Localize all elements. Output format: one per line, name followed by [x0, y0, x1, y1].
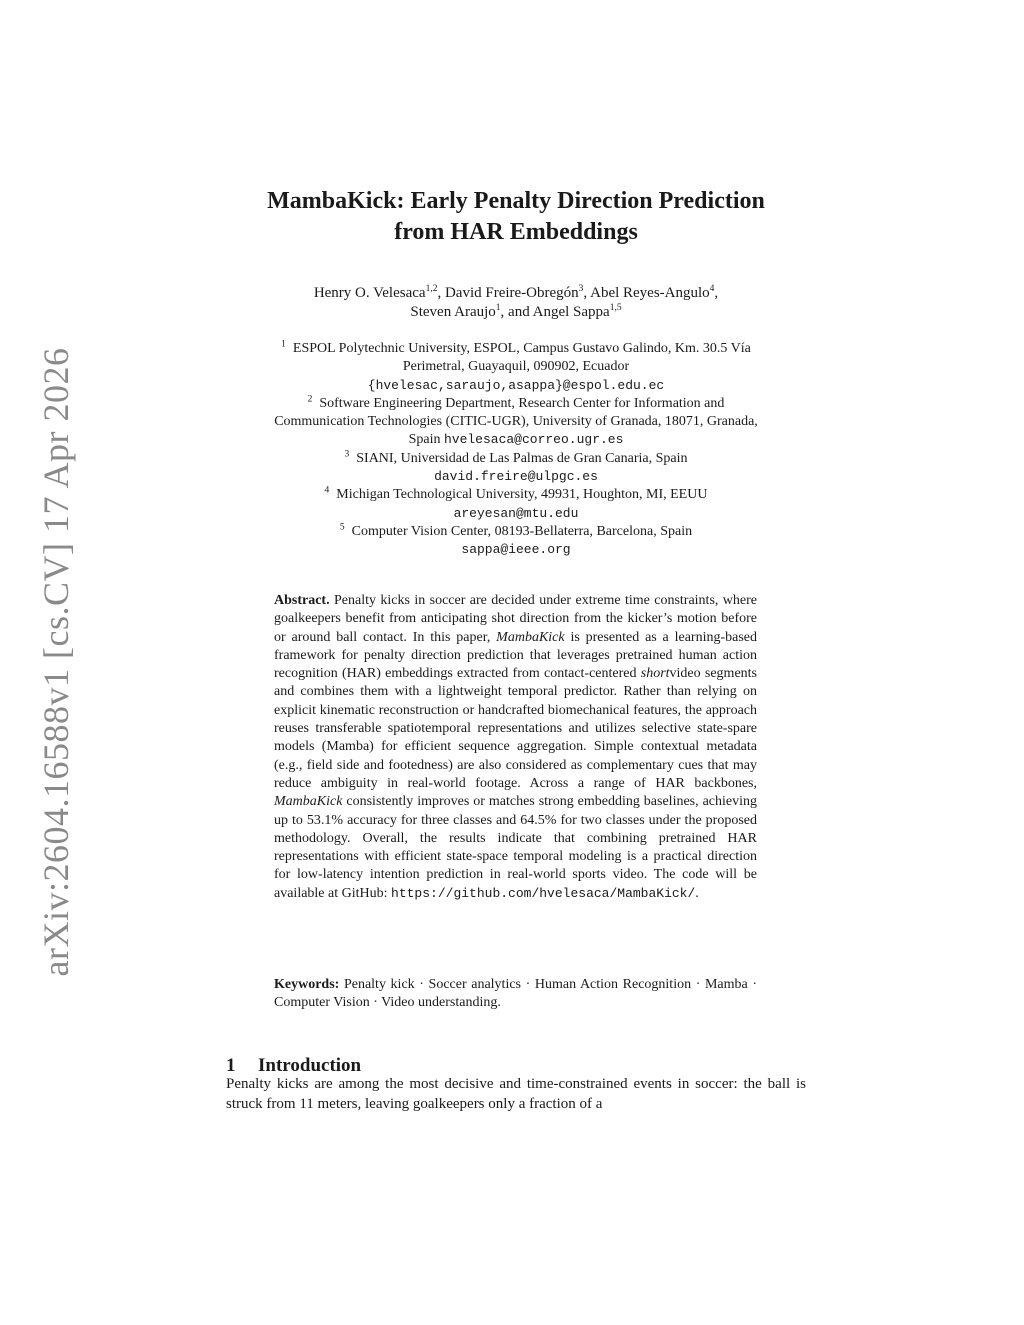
section-title: Introduction [258, 1054, 362, 1076]
section-number: 1 [226, 1054, 236, 1076]
github-link[interactable]: https://github.com/hvelesaca/MambaKick/ [391, 885, 696, 901]
affiliation-list [226, 340, 806, 560]
affiliation-number: 4 [324, 485, 330, 496]
abstract-emphasis: short [640, 666, 670, 682]
affiliation-number: 3 [344, 449, 350, 460]
affiliation-text: Communication Technologies (CITIC-UGR), University of Granada, 18071, Granada, [274, 414, 758, 430]
keywords-text: Penalty kick · Soccer analytics · Human Action Recognition · Mamba · Computer Vision · Video understanding. [274, 977, 758, 1011]
abstract-text: is presented as a learning-based framework for penalty direction prediction that leverages pretrained human action recognition (HAR) embeddings extracted from contact-centered [274, 629, 758, 682]
abstract-method-name: MambaKick [274, 794, 343, 810]
affiliation-text: SIANI, Universidad de Las Palmas de Gran Canaria, Spain [356, 450, 688, 466]
affiliation-2 [226, 395, 806, 450]
affiliation-email: sappa@ieee.org [461, 542, 571, 558]
affiliation-text: Computer Vision Center, 08193-Bellaterra, Barcelona, Spain [351, 523, 693, 539]
author-separator: , and [500, 304, 533, 320]
abstract-label: Abstract. [274, 593, 330, 608]
author-name: Steven Araujo [410, 304, 496, 320]
affiliation-text: Software Engineering Department, Research Center for Information and [319, 395, 725, 411]
author-name: Abel Reyes-Angulo [590, 285, 710, 301]
author-affiliation-mark: 4 [709, 284, 715, 294]
author-list [226, 284, 806, 322]
author-affiliation-mark: 1,5 [609, 303, 622, 313]
author-name: Angel Sappa [532, 304, 610, 320]
author-affiliation-mark: 3 [578, 284, 584, 294]
affiliation-1 [226, 340, 806, 395]
affiliation-text: Spain [408, 432, 441, 448]
affiliation-number: 5 [339, 522, 345, 533]
author-affiliation-mark: 1 [495, 303, 501, 313]
abstract-text: . [695, 885, 699, 901]
affiliation-5 [226, 523, 806, 560]
keywords-label: Keywords: [274, 977, 340, 992]
title-line-1: MambaKick: Early Penalty Direction Prediction [267, 188, 765, 214]
author-separator: , [714, 285, 719, 301]
author-separator: , [437, 285, 445, 301]
abstract [274, 592, 757, 903]
title-line-2: from HAR Embeddings [394, 219, 638, 245]
affiliation-email: {hvelesac,saraujo,asappa}@espol.edu.ec [367, 377, 665, 393]
abstract-method-name: MambaKick [496, 629, 565, 645]
author-name: David Freire-Obregón [444, 285, 579, 301]
introduction-paragraph: Penalty kicks are among the most decisive and time-constrained events in soccer: the ball is struck from 11 meters, leaving goalkeepers only a fraction of a [226, 1076, 806, 1112]
affiliation-number: 2 [307, 394, 313, 405]
affiliation-email: david.freire@ulpgc.es [434, 469, 598, 485]
author-name: Henry O. Velesaca [313, 285, 426, 301]
affiliation-text: ESPOL Polytechnic University, ESPOL, Campus Gustavo Galindo, Km. 30.5 Vía [292, 341, 751, 356]
arxiv-identifier-stamp: arXiv:2604.16588v1 [cs.CV] 17 Apr 2026 [36, 347, 76, 977]
abstract-text: Penalty kicks in soccer are decided under extreme time constraints, where goalkeepers benefit from anticipating shot direction from the kicker’s motion before or around ball contact. In this paper, [274, 593, 757, 645]
abstract-text: video segments and combines them with a lightweight temporal predictor. Rather than relying on explicit kinematic reconstruction or handcrafted biomechanical features, the approach reuses transferable spatiotemporal representations and utilizes selective state-spare models (Mamba) for efficient sequence aggregation. Simple contextual metadata (e.g., field side and footedness) are also considered as complementary cues that may reduce ambiguity in real-world footage. Across a range of HAR backbones, [274, 666, 757, 791]
keywords [274, 976, 757, 1013]
author-affiliation-mark: 1,2 [425, 284, 438, 294]
affiliation-4 [226, 486, 806, 523]
affiliation-email: areyesan@mtu.edu [453, 505, 579, 521]
author-separator: , [583, 285, 591, 301]
paper-title [226, 186, 806, 248]
abstract-text: consistently improves or matches strong embedding baselines, achieving up to 53.1% accuracy for three classes and 64.5% for two classes under the proposed methodology. Overall, the results indicate that combining pretrained HAR representations with efficient state-space temporal modeling is a practical direction for low-latency intention prediction in real-world sports video. The code will be available at GitHub: [274, 794, 757, 901]
affiliation-text: Perimetral, Guayaquil, 090902, Ecuador [402, 359, 630, 375]
affiliation-number: 1 [281, 339, 286, 350]
affiliation-text: Michigan Technological University, 49931, Houghton, MI, EEUU [336, 487, 708, 503]
affiliation-email: hvelesaca@correo.ugr.es [443, 432, 624, 448]
affiliation-3 [226, 450, 806, 487]
